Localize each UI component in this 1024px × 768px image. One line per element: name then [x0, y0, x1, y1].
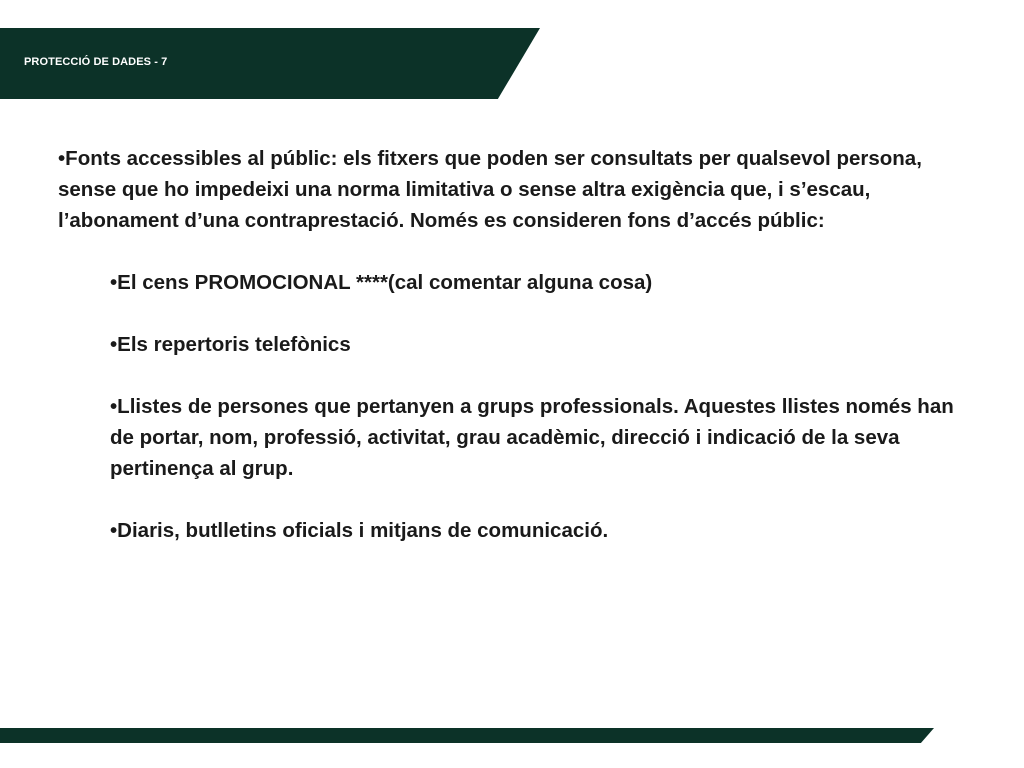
list-item-census: •El cens PROMOCIONAL ****(cal comentar alguna cosa)	[110, 271, 653, 294]
slide-content	[58, 143, 978, 546]
footer-band	[0, 728, 934, 743]
list-item-professional-groups: •Llistes de persones que pertanyen a grups professionals. Aquestes llistes només han de portar, nom, professió, activitat, grau acadèmic, direcció i indicació de la seva pertinença al grup.	[110, 395, 954, 480]
list-item-official-publications: •Diaris, butlletins oficials i mitjans de comunicació.	[110, 519, 609, 542]
list-item-phone-directories: •Els repertoris telefònics	[110, 333, 351, 356]
slide-title: PROTECCIÓ DE DADES - 7	[24, 56, 168, 68]
intro-paragraph: •Fonts accessibles al públic: els fitxers que poden ser consultats per qualsevol persona, sense que ho impedeixi una norma limitativa o sense altra exigència que, i s’escau, l’abonament d’una contraprestació. Només es consideren fons d’accés públic:	[58, 147, 922, 232]
